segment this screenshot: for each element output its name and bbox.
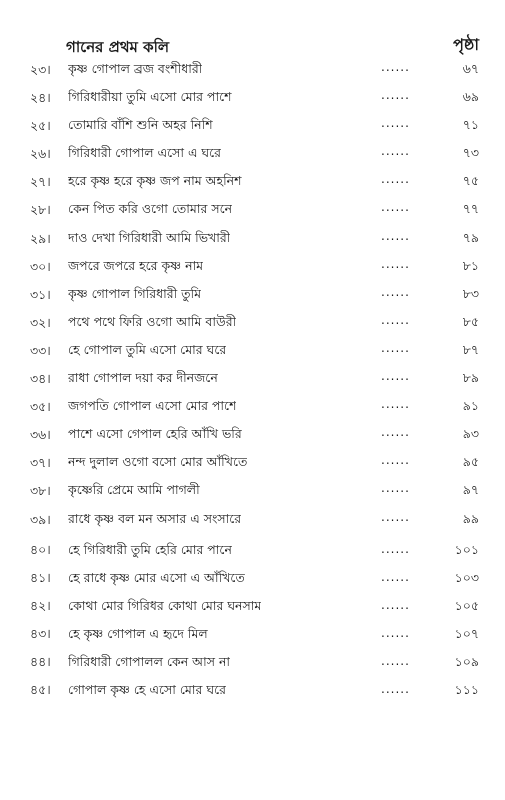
entry-page-number: ৭৭ (462, 201, 479, 217)
toc-entry (0, 477, 505, 505)
entry-leader: ...... (381, 509, 410, 524)
toc-entry (0, 562, 505, 590)
entry-title: পথে পথে ফিরি ওগো আমি বাউরী (68, 313, 237, 329)
entry-leader: ...... (381, 172, 410, 187)
entry-page-number: ৯৫ (462, 454, 479, 470)
entry-page-number: ৯৯ (462, 510, 479, 526)
entry-leader: ...... (381, 116, 410, 131)
entry-title: হে গোপাল তুমি এসো মোর ঘরে (68, 341, 227, 357)
entry-leader: ...... (381, 312, 410, 327)
toc-entry (0, 365, 505, 393)
toc-entry (0, 140, 505, 168)
toc-entry (0, 590, 505, 618)
toc-entry (0, 674, 505, 702)
entry-number: ২৭। (30, 174, 51, 190)
entry-number: ৪৪। (30, 653, 51, 669)
entry-number: ৪১। (30, 569, 51, 585)
entry-page-number: ১০১ (454, 541, 479, 557)
entry-number: ৩৯। (30, 511, 51, 527)
entry-title: রাধে কৃষ্ণ বল মন অসার এ সংসারে (68, 510, 242, 526)
entry-title: জগপতি গোপাল এসো মোর পাশে (68, 398, 237, 414)
entry-page-number: ১০৫ (454, 597, 479, 613)
toc-entry (0, 534, 505, 562)
entry-title: কোথা মোর গিরিধর কোথা মোর ঘনসাম (68, 597, 262, 613)
entry-page-number: ৬৯ (462, 89, 479, 105)
entry-title: হে গিরিধারী তুমি হেরি মোর পানে (68, 541, 232, 557)
toc-entry (0, 168, 505, 196)
toc-entry (0, 646, 505, 674)
toc-entry (0, 309, 505, 337)
entry-leader: ...... (381, 653, 410, 668)
entry-page-number: ১০৩ (454, 569, 479, 585)
entry-number: ২৬। (30, 146, 51, 162)
entry-number: ৪০। (30, 541, 51, 557)
entry-title: গিরিধারী গোপাল এসো এ ঘরে (68, 145, 222, 161)
entry-leader: ...... (381, 340, 410, 355)
entry-leader: ...... (381, 453, 410, 468)
entry-leader: ...... (381, 60, 410, 74)
toc-entry (0, 225, 505, 253)
entry-leader: ...... (381, 228, 410, 243)
entry-number: ৩৮। (30, 483, 51, 499)
entry-title: গোপাল কৃষ্ণ হে এসো মোর ঘরে (68, 682, 226, 698)
toc-entry (0, 196, 505, 224)
entry-number: ৩৩। (30, 342, 51, 358)
entry-number: ৩১। (30, 286, 51, 302)
entry-title: হরে কৃষ্ণ হরে কৃষ্ণ জপ নাম অহনিশ (68, 173, 242, 189)
toc-header (0, 14, 505, 54)
entry-page-number: ১১১ (454, 682, 479, 698)
entry-number: ৪৩। (30, 625, 51, 641)
entry-leader: ...... (381, 425, 410, 440)
toc-entry (0, 449, 505, 477)
entry-title: তোমারি বাঁশি শুনি অহর নিশি (68, 117, 213, 133)
toc-entry (0, 506, 505, 534)
entry-title: রাধা গোপাল দয়া কর দীনজনে (68, 370, 218, 386)
toc-entry (0, 337, 505, 365)
entry-page-number: ৮৫ (462, 313, 479, 329)
entry-leader: ...... (381, 625, 410, 640)
toc-list (0, 56, 505, 702)
entry-number: ৪২। (30, 597, 51, 613)
entry-leader: ...... (381, 144, 410, 159)
entry-number: ৪৫। (30, 682, 51, 698)
entry-number: ২৩। (30, 62, 51, 77)
entry-leader: ...... (381, 481, 410, 496)
toc-entry (0, 112, 505, 140)
entry-page-number: ৭৫ (462, 173, 479, 189)
toc-entry (0, 56, 505, 84)
entry-number: ৩৪। (30, 371, 51, 387)
entry-page-number: ৮৩ (462, 285, 479, 301)
entry-leader: ...... (381, 284, 410, 299)
entry-number: ৩৬। (30, 427, 51, 443)
entry-leader: ...... (381, 541, 410, 556)
entry-leader: ...... (381, 369, 410, 384)
column-page-heading: পৃষ্ঠা (453, 35, 479, 54)
entry-title: পাশে এসো গেপাল হেরি আঁখি ভরি (68, 426, 242, 442)
entry-title: হে রাধে কৃষ্ণ মোর এসো এ আঁখিতে (68, 569, 245, 585)
toc-entry (0, 281, 505, 309)
entry-title: কেন পিত করি ওগো তোমার সনে (68, 201, 233, 217)
entry-title: জপরে জপরে হরে কৃষ্ণ নাম (68, 257, 204, 273)
entry-title: নন্দ দুলাল ওগো বসো মোর আঁখিতে (68, 454, 248, 470)
entry-page-number: ৭৩ (462, 145, 479, 161)
entry-title: গিরিধারীয়া তুমি এসো মোর পাশে (68, 89, 232, 105)
entry-leader: ...... (381, 682, 410, 697)
entry-leader: ...... (381, 88, 410, 103)
entry-title: দাও দেখা গিরিধারী আমি ভিখারী (68, 229, 231, 245)
entry-page-number: ৬৭ (462, 61, 479, 76)
entry-leader: ...... (381, 597, 410, 612)
entry-number: ৩৭। (30, 455, 51, 471)
entry-title: হে কৃষ্ণ গোপাল এ হৃদে মিল (68, 625, 208, 641)
entry-number: ২৪। (30, 90, 51, 106)
entry-number: ৩৫। (30, 399, 51, 415)
entry-leader: ...... (381, 200, 410, 215)
entry-title: গিরিধারী গোপালল কেন আস না (68, 653, 231, 669)
entry-leader: ...... (381, 397, 410, 412)
column-title-heading: গানের প্রথম কলি (66, 38, 170, 56)
entry-number: ৩২। (30, 314, 51, 330)
entry-page-number: ৭১ (462, 117, 479, 133)
toc-entry (0, 618, 505, 646)
toc-entry (0, 253, 505, 281)
entry-page-number: ১০৯ (454, 653, 479, 669)
entry-page-number: ১০৭ (454, 625, 479, 641)
entry-page-number: ৭৯ (462, 229, 479, 245)
entry-page-number: ৯৩ (462, 426, 479, 442)
entry-page-number: ৮৯ (462, 370, 479, 386)
entry-number: ৩০। (30, 258, 51, 274)
entry-leader: ...... (381, 569, 410, 584)
entry-number: ২৯। (30, 230, 51, 246)
toc-entry (0, 393, 505, 421)
entry-title: কৃষ্ণেরি প্রেমে আমি পাগলী (68, 482, 200, 498)
entry-page-number: ৯১ (462, 398, 479, 414)
entry-page-number: ৮৭ (462, 341, 479, 357)
toc-entry (0, 421, 505, 449)
toc-entry (0, 84, 505, 112)
entry-title: কৃষ্ণ গোপাল ব্রজ বংশীধারী (68, 61, 203, 76)
entry-leader: ...... (381, 256, 410, 271)
entry-page-number: ৯৭ (462, 482, 479, 498)
entry-page-number: ৮১ (462, 257, 479, 273)
entry-title: কৃষ্ণ গোপাল গিরিধারী তুমি (68, 285, 202, 301)
entry-number: ২৫। (30, 118, 51, 134)
entry-number: ২৮। (30, 202, 51, 218)
